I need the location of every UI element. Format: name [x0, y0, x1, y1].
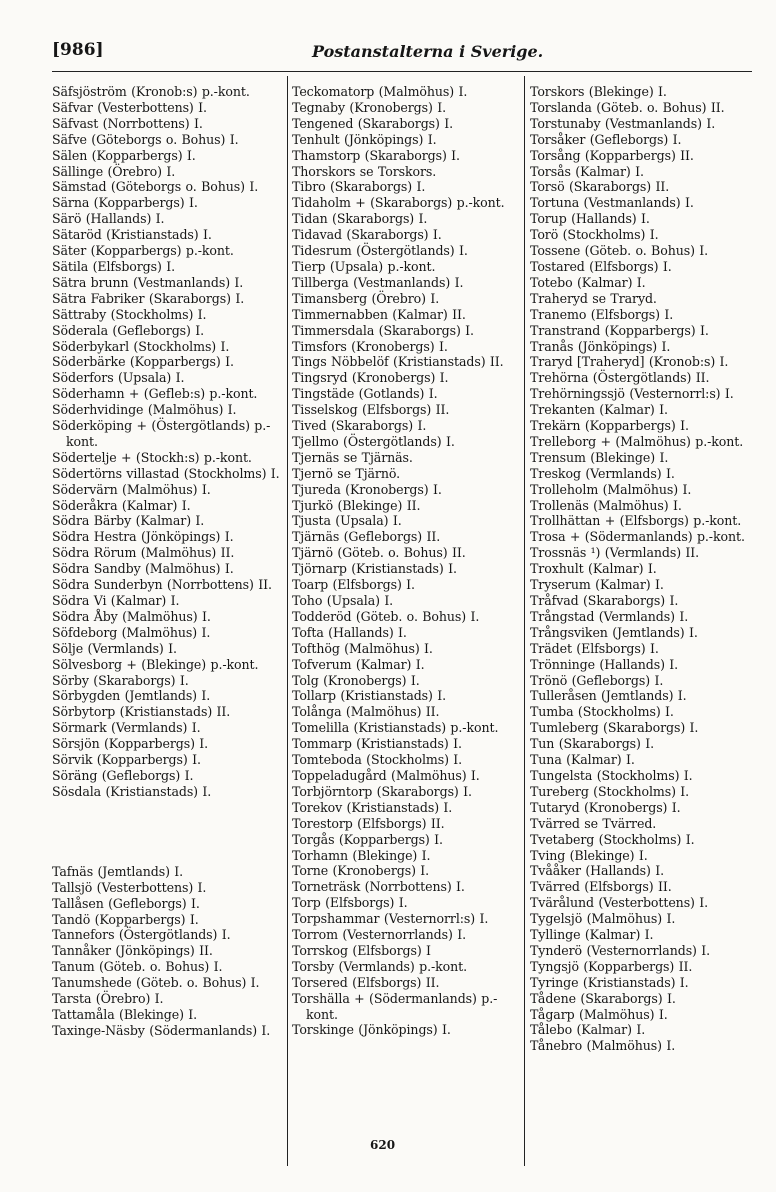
entry: Tyllinge (Kalmar) I.	[530, 927, 654, 943]
entry: Tortuna (Vestmanlands) I.	[530, 195, 694, 211]
entry: Tolånga (Malmöhus) II.	[292, 704, 440, 720]
entry: Tafnäs (Jemtlands) I.	[52, 863, 184, 879]
entry: Trehörna (Östergötlands) II.	[530, 370, 710, 386]
entry: Tomteboda (Stockholms) I.	[292, 752, 463, 768]
entry: Timmersdala (Skaraborgs) I.	[292, 322, 474, 338]
entry: Sörmark (Vermlands) I.	[52, 720, 201, 736]
entry: Säfvar (Vesterbottens) I.	[52, 99, 207, 115]
column-1	[52, 84, 288, 1039]
entry: Toarp (Elfsborgs) I.	[292, 577, 415, 593]
entry: Tingstäde (Gotlands) I.	[292, 386, 438, 402]
entry: Tidavad (Skaraborgs) I.	[292, 227, 442, 243]
entry: Trädet (Elfsborgs) I.	[530, 640, 659, 656]
entry: Tving (Blekinge) I.	[530, 847, 648, 863]
entry: Söderåkra (Kalmar) I.	[52, 497, 191, 513]
entry: Torne (Kronobergs) I.	[292, 863, 430, 879]
entry: Trångsviken (Jemtlands) I.	[530, 624, 698, 640]
entry: Torhamn (Blekinge) I.	[292, 847, 431, 863]
entry: Tjärnö (Göteb. o. Bohus) II.	[292, 545, 466, 561]
entry: Trollhättan + (Elfsborgs) p.-kont.	[530, 513, 742, 529]
entry: Torp (Elfsborgs) I.	[292, 895, 408, 911]
entry: Sätaröd (Kristianstads) I.	[52, 227, 212, 243]
entry: Tenhult (Jönköpings) I.	[292, 131, 437, 147]
entry: Tannefors (Östergötlands) I.	[52, 927, 231, 943]
entry: Trekärn (Kopparbergs) I.	[530, 418, 689, 434]
entry: Tidan (Skaraborgs) I.	[292, 211, 428, 227]
entry: Tånebro (Malmöhus) I.	[530, 1038, 676, 1054]
entry: Sölvesborg + (Blekinge) p.-kont.	[52, 656, 259, 672]
entry: Tomelilla (Kristianstads) p.-kont.	[292, 720, 499, 736]
entry: Tådene (Skaraborgs) I.	[530, 990, 676, 1006]
entry: Tanumshede (Göteb. o. Bohus) I.	[52, 975, 260, 991]
entry: Tryserum (Kalmar) I.	[530, 577, 664, 593]
entry: Särö (Hallands) I.	[52, 211, 165, 227]
entry: Södervärn (Malmöhus) I.	[52, 481, 211, 497]
entry: Södra Åby (Malmöhus) I.	[52, 608, 211, 624]
entry: Söräng (Gefleborgs) I.	[52, 767, 194, 783]
entry: Torsered (Elfsborgs) II.	[292, 974, 440, 990]
entry: Tjernö se Tjärnö.	[292, 465, 401, 481]
entry: Torpshammar (Vesternorrl:s) I.	[292, 911, 489, 927]
entry: Södra Rörum (Malmöhus) II.	[52, 545, 235, 561]
entry: Söderbärke (Kopparbergs) I.	[52, 354, 234, 370]
entry: Söderhamn + (Gefleb:s) p.-kont.	[52, 386, 258, 402]
entry: Torsås (Kalmar) I.	[530, 163, 644, 179]
entry: Sälen (Kopparbergs) I.	[52, 147, 196, 163]
entry: Trensum (Blekinge) I.	[530, 449, 669, 465]
entry: Tjörnarp (Kristianstads) I.	[292, 561, 457, 577]
entry: Tynderö (Vesternorrlands) I.	[530, 942, 711, 958]
page-number: [986]	[52, 40, 104, 60]
entry: Tandö (Kopparbergs) I.	[52, 911, 199, 927]
entry: Tived (Skaraborgs) I.	[292, 418, 427, 434]
entry: Sösdala (Kristianstads) I.	[52, 783, 212, 799]
entry: Tierp (Upsala) p.-kont.	[292, 258, 436, 274]
entry: Torstunaby (Vestmanlands) I.	[530, 115, 716, 131]
entry: Söderhvidinge (Malmöhus) I.	[52, 402, 237, 418]
entry: Tommarp (Kristianstads) I.	[292, 736, 462, 752]
entry: Tidaholm + (Skaraborgs) p.-kont.	[292, 195, 505, 211]
entry: Trönö (Gefleborgs) I.	[530, 672, 664, 688]
entry: Sämstad (Göteborgs o. Bohus) I.	[52, 179, 259, 195]
entry: Tannåker (Jönköpings) II.	[52, 943, 213, 959]
entry: Sättraby (Stockholms) I.	[52, 306, 207, 322]
entry: Tranås (Jönköpings) I.	[530, 338, 671, 354]
entry: Torsång (Kopparbergs) II.	[530, 147, 694, 163]
entry: Södertelje + (Stockh:s) p.-kont.	[52, 449, 252, 465]
entry: Toho (Upsala) I.	[292, 593, 394, 608]
entry: Trelleborg + (Malmöhus) p.-kont.	[530, 433, 744, 449]
entry: Säter (Kopparbergs) p.-kont.	[52, 243, 234, 259]
entry: Tanum (Göteb. o. Bohus) I.	[52, 959, 223, 975]
entry: Tvååker (Hallands) I.	[530, 863, 665, 879]
entry: Tyringe (Kristianstads) I.	[530, 974, 689, 990]
entry: Todderöd (Göteb. o. Bohus) I.	[292, 608, 480, 624]
entry: Sätra Fabriker (Skaraborgs) I.	[52, 290, 245, 306]
entry: Timsfors (Kronobergs) I.	[292, 338, 448, 354]
entry: Södra Sunderbyn (Norrbottens) II.	[52, 577, 272, 593]
entry: Södra Hestra (Jönköpings) I.	[52, 529, 234, 545]
entry: Tarsta (Örebro) I.	[52, 991, 164, 1007]
entry: Tallåsen (Gefleborgs) I.	[52, 895, 200, 911]
entry: Tuna (Kalmar) I.	[530, 752, 635, 768]
entry: Trolleholm (Malmöhus) I.	[530, 481, 692, 497]
entry: Torshälla + (Södermanlands) p.-kont.	[292, 990, 498, 1022]
entry: Tibro (Skaraborgs) I.	[292, 179, 426, 195]
entry: Torup (Hallands) I.	[530, 211, 650, 227]
entry: Tjellmo (Östergötlands) I.	[292, 433, 455, 449]
entry: Tutaryd (Kronobergs) I.	[530, 799, 681, 815]
entry: Sörvik (Kopparbergs) I.	[52, 752, 201, 768]
entry: Teckomatorp (Malmöhus) I.	[292, 84, 468, 99]
entry: Söfdeborg (Malmöhus) I.	[52, 624, 211, 640]
entry: Tranemo (Elfsborgs) I.	[530, 306, 674, 322]
entry: Torskinge (Jönköpings) I.	[292, 1022, 451, 1038]
entry: Sölje (Vermlands) I.	[52, 640, 177, 656]
entry: Säfve (Göteborgs o. Bohus) I.	[52, 131, 239, 147]
entry: Torsby (Vermlands) p.-kont.	[292, 958, 468, 974]
entry: Särna (Kopparbergs) I.	[52, 195, 198, 211]
entry: Sätila (Elfsborgs) I.	[52, 258, 176, 274]
entry: Södertörns villastad (Stockholms) I.	[52, 465, 280, 481]
entry: Taxinge-Näsby (Södermanlands) I.	[52, 1022, 271, 1038]
entry: Tegnaby (Kronobergs) I.	[292, 99, 447, 115]
entry: Tvärred se Tvärred.	[530, 815, 657, 831]
running-title: Postanstalterna i Sverige.	[312, 42, 544, 61]
entry: Säfvast (Norrbottens) I.	[52, 115, 203, 131]
entry: Treskog (Vermlands) I.	[530, 465, 675, 481]
entry: Tulleråsen (Jemtlands) I.	[530, 688, 687, 704]
entry: Tillberga (Vestmanlands) I.	[292, 274, 464, 290]
entry: Sätra brunn (Vestmanlands) I.	[52, 274, 244, 290]
entry: Torrom (Vesternorrlands) I.	[292, 927, 466, 943]
entry: Torgås (Kopparbergs) I.	[292, 831, 443, 847]
sheet-number: 620	[370, 1138, 396, 1152]
entry: Trossnäs ¹) (Vermlands) II.	[530, 545, 700, 561]
entry: Söderfors (Upsala) I.	[52, 370, 185, 386]
entry: Sällinge (Örebro) I.	[52, 163, 176, 179]
entry: Säfsjöström (Kronob:s) p.-kont.	[52, 84, 250, 99]
header-rule	[52, 71, 752, 72]
column-3	[530, 84, 766, 1054]
entry: Tjureda (Kronobergs) I.	[292, 481, 442, 497]
entry: Torsåker (Gefleborgs) I.	[530, 131, 682, 147]
entry: Tjurkö (Blekinge) II.	[292, 497, 421, 513]
page-header	[52, 38, 752, 68]
entry: Tossene (Göteb. o. Bohus) I.	[530, 243, 709, 259]
section-gap	[52, 800, 288, 864]
entry: Tofta (Hallands) I.	[292, 624, 407, 640]
entry: Torekov (Kristianstads) I.	[292, 799, 453, 815]
entry: Tisselskog (Elfsborgs) II.	[292, 402, 450, 418]
entry: Torsö (Skaraborgs) II.	[530, 179, 670, 195]
entry: Timmernabben (Kalmar) II.	[292, 306, 466, 322]
entry: Torslanda (Göteb. o. Bohus) II.	[530, 99, 725, 115]
entry: Söderala (Gefleborgs) I.	[52, 322, 205, 338]
entry: Tengened (Skaraborgs) I.	[292, 115, 454, 131]
entry: Thamstorp (Skaraborgs) I.	[292, 147, 460, 163]
entry: Traheryd se Traryd.	[530, 290, 657, 306]
entry: Sörbygden (Jemtlands) I.	[52, 688, 211, 704]
entry: Södra Sandby (Malmöhus) I.	[52, 561, 234, 577]
entry: Tidesrum (Östergötlands) I.	[292, 243, 468, 259]
entry: Timansberg (Örebro) I.	[292, 290, 440, 306]
entry: Tvärred (Elfsborgs) II.	[530, 879, 672, 895]
entry: Tingsryd (Kronobergs) I.	[292, 370, 449, 386]
entry: Troxhult (Kalmar) I.	[530, 561, 657, 577]
entry: Tun (Skaraborgs) I.	[530, 736, 655, 752]
entry: Toppeladugård (Malmöhus) I.	[292, 767, 480, 783]
entry: Tråfvad (Skaraborgs) I.	[530, 593, 679, 608]
entry: Sörby (Skaraborgs) I.	[52, 672, 189, 688]
entry: Tallsjö (Vesterbottens) I.	[52, 879, 207, 895]
entry: Tofthög (Malmöhus) I.	[292, 640, 433, 656]
entry: Transtrand (Kopparbergs) I.	[530, 322, 709, 338]
column-2	[292, 84, 528, 1038]
entry: Tjärnäs (Gefleborgs) II.	[292, 529, 441, 545]
entry: Torneträsk (Norrbottens) I.	[292, 879, 465, 895]
entry: Thorskors se Torskors.	[292, 163, 437, 179]
entry: Tofverum (Kalmar) I.	[292, 656, 425, 672]
entry: Tyngsjö (Kopparbergs) II.	[530, 958, 693, 974]
entry: Tattamåla (Blekinge) I.	[52, 1006, 198, 1022]
entry: Trehörningssjö (Vesternorrl:s) I.	[530, 386, 734, 402]
entry: Sörbytorp (Kristianstads) II.	[52, 704, 231, 720]
entry: Söderköping + (Östergötlands) p.-kont.	[52, 418, 271, 449]
entry: Torskors (Blekinge) I.	[530, 84, 667, 99]
entry: Trosa + (Södermanlands) p.-kont.	[530, 529, 745, 545]
entry: Tygelsjö (Malmöhus) I.	[530, 911, 676, 927]
entry: Torö (Stockholms) I.	[530, 227, 659, 243]
entry: Tvärålund (Vesterbottens) I.	[530, 895, 709, 911]
entry: Tungelsta (Stockholms) I.	[530, 767, 693, 783]
entry: Trångstad (Vermlands) I.	[530, 608, 689, 624]
entry: Tålebo (Kalmar) I.	[530, 1022, 646, 1038]
entry: Totebo (Kalmar) I.	[530, 274, 646, 290]
entry: Tumleberg (Skaraborgs) I.	[530, 720, 699, 736]
entry: Tågarp (Malmöhus) I.	[530, 1006, 668, 1022]
entry: Tollarp (Kristianstads) I.	[292, 688, 447, 704]
entry: Söderbykarl (Stockholms) I.	[52, 338, 230, 354]
entry: Torestorp (Elfsborgs) II.	[292, 815, 445, 831]
entry: Trekanten (Kalmar) I.	[530, 402, 668, 418]
entry: Södra Vi (Kalmar) I.	[52, 593, 180, 608]
entry: Södra Bärby (Kalmar) I.	[52, 513, 205, 529]
entry: Tostared (Elfsborgs) I.	[530, 258, 672, 274]
entry: Traryd [Traheryd] (Kronob:s) I.	[530, 354, 729, 370]
entry: Torrskog (Elfsborgs) I	[292, 942, 431, 958]
entry: Tjernäs se Tjärnäs.	[292, 449, 413, 465]
entry: Trollenäs (Malmöhus) I.	[530, 497, 682, 513]
entry: Tumba (Stockholms) I.	[530, 704, 674, 720]
entry: Sörsjön (Kopparbergs) I.	[52, 736, 209, 752]
entry: Tings Nöbbelöf (Kristianstads) II.	[292, 354, 504, 370]
entry: Tureberg (Stockholms) I.	[530, 783, 690, 799]
entry: Tvetaberg (Stockholms) I.	[530, 831, 695, 847]
entry: Trönninge (Hallands) I.	[530, 656, 679, 672]
entry: Tolg (Kronobergs) I.	[292, 672, 420, 688]
entry: Tjusta (Upsala) I.	[292, 513, 402, 529]
entry: Torbjörntorp (Skaraborgs) I.	[292, 783, 472, 799]
